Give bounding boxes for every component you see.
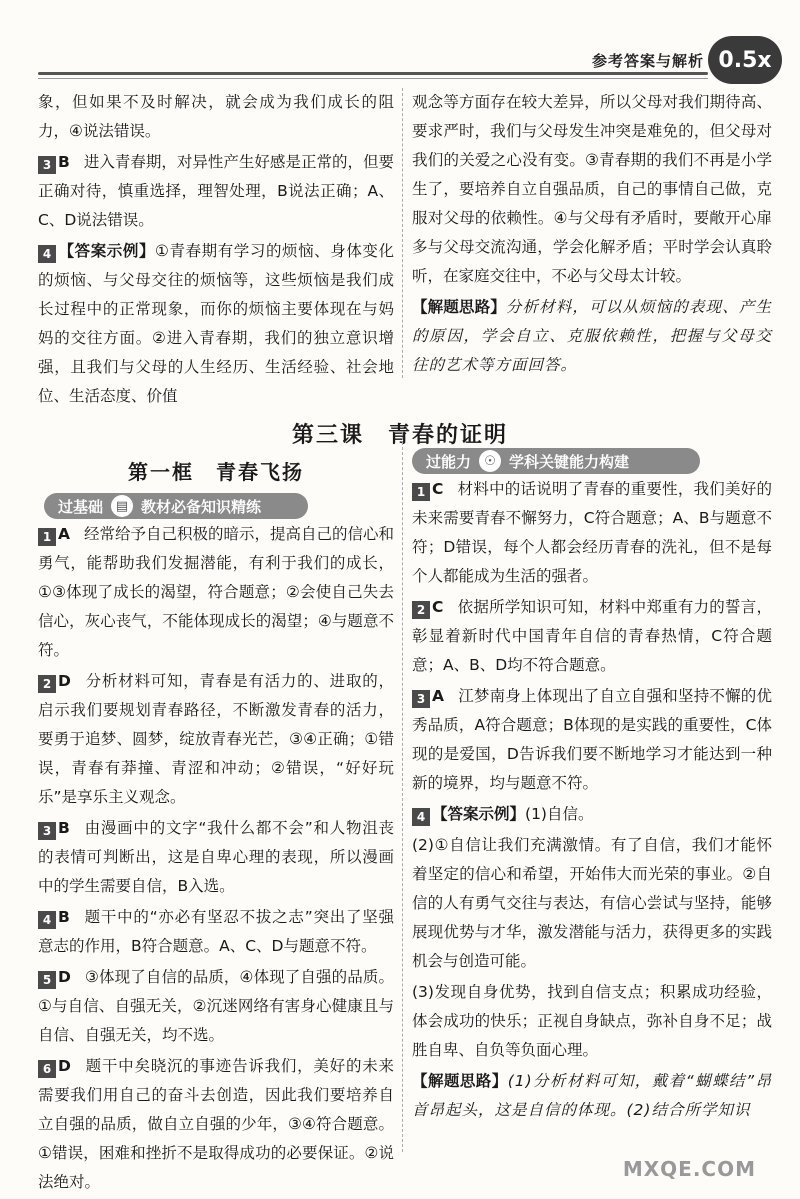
answer-text: 分析材料，可以从烦恼的表现、产生的原因，学会自立、克服依赖性，把握与父母交往的艺术等方面回答。 [412, 298, 772, 374]
question-number: 1 [38, 528, 56, 546]
answer-letter: C [432, 480, 444, 498]
answer-paragraph [412, 682, 772, 798]
answer-paragraph [412, 800, 772, 829]
main-left-column [38, 520, 394, 1199]
answer-text: 题干中的“亦必有坚忍不拔之志”突出了坚强意志的作用，B符合题意。A、C、D与题意不符。 [38, 908, 394, 955]
answer-text: 进入青春期，对异性产生好感是正常的，但要正确对待，慎重选择，理智处理，B说法正确；A、C、D说法错误。 [38, 153, 394, 229]
answer-letter: D [58, 672, 71, 690]
answer-text: (1)自信。 [525, 805, 594, 823]
answer-paragraph [38, 903, 394, 961]
answer-paragraph: (3)发现自身优势，找到自信支点；积累成功经验，体会成功的快乐；正视自身缺点，弥补自身不足；战胜自卑、自负等负面心理。 [412, 983, 772, 1059]
answer-tag: 【解题思路】 [412, 1072, 508, 1090]
speed-badge: 0.5x [708, 36, 782, 84]
answer-text: 经常给予自己积极的暗示，提高自己的信心和勇气，能帮助我们发掘潜能，有利于我们的成长，①③体现了成长的渴望，符合题意；②会使自己失去信心，灰心丧气，不能体现成长的渴望；④与题意不符。 [38, 525, 395, 659]
answer-paragraph [412, 593, 772, 680]
answer-paragraph [38, 520, 394, 665]
section-subtitle: 第一框 青春飞扬 [128, 460, 304, 484]
answer-paragraph [38, 148, 394, 235]
question-number: 3 [38, 822, 56, 840]
top-left-column [38, 88, 394, 413]
answer-paragraph: (2)①自信让我们充满激情。有了自信，我们才能怀着坚定的信心和希望，开始伟大而光荣的事业。②自信的人有勇气交往与表达，有信心尝试与坚持，能够展现优势与才华，激发潜能与活力，获得更多的实践机会与创造可能。 [412, 836, 772, 970]
answer-text: 材料中的话说明了青春的重要性，我们美好的未来需要青春不懈努力，C符合题意；A、B与题意不符；D错误，每个人都会经历青春的洗礼，但不是每个人都能成为生活的强者。 [412, 480, 772, 585]
answer-paragraph [412, 1067, 772, 1125]
question-number: 5 [38, 971, 56, 989]
answer-paragraph [38, 237, 394, 411]
header-rule [38, 72, 708, 75]
answer-text: 江梦南身上体现出了自立自强和坚持不懈的优秀品质，A符合题意；B体现的是实践的重要性，C体现的是爱国，D告诉我们要不断地学习才能达到一种新的境界，均与题意不符。 [412, 687, 772, 792]
question-number: 2 [38, 675, 56, 693]
column-divider-top [402, 88, 403, 378]
answer-text: ③体现了自信的品质，④体现了自强的品质。①与自信、自强无关，②沉迷网络有害身心健康且与自信、自强无关，均不选。 [38, 968, 394, 1044]
question-number: 1 [412, 483, 430, 501]
answer-paragraph: 观念等方面存在较大差异，所以父母对我们期待高、要求严时，我们与父母发生冲突是难免的，但父母对我们的关爱之心没有变。③青春期的我们不再是小学生了，要培养自立自强品质，自己的事情自己做，克服对父母的依赖性。④与父母有矛盾时，要敞开心扉多与父母交流沟通，学会化解矛盾；平时学会认真聆听，在家庭交往中，不必与父母太计较。 [412, 93, 772, 285]
answer-text: 分析材料可知，青春是有活力的、进取的，启示我们要规划青春路径，不断激发青春的活力，要勇于追梦、圆梦，绽放青春光芒，③④正确；①错误，青春有莽撞、青涩和冲动；②错误，“好好玩乐”是享乐主义观念。 [38, 672, 394, 806]
bar-label-b: 学科关键能力构建 [509, 452, 630, 471]
answer-letter: D [58, 968, 71, 986]
column-divider-main [402, 432, 403, 1152]
top-right-column [412, 88, 772, 382]
notebook-icon: ▤ [111, 495, 133, 517]
answer-letter: B [58, 819, 70, 837]
bar-label-b: 教材必备知识精练 [141, 497, 262, 516]
answer-text: (1)分析材料可知，戴着“蝴蝶结”昂首昂起头，这是自信的体现。(2)结合所学知识 [412, 1072, 772, 1119]
header-title: 参考答案与解析 [591, 52, 704, 70]
answer-letter: B [58, 153, 70, 171]
answer-tag: 【解题思路】 [412, 298, 506, 316]
answer-paragraph [412, 293, 772, 380]
answer-letter: B [58, 908, 70, 926]
answer-letter: A [432, 687, 444, 705]
question-number: 4 [38, 245, 56, 263]
answer-text: 题干中矣晓沉的事迹告诉我们，美好的未来需要我们用自己的奋斗去创造，因此我们要培养自立自强的品质，做自立自强的少年，③④符合题意。①错误，困难和挫折不是取得成功的必要保证。②说法绝对。 [38, 1057, 394, 1191]
header-rule-thin [38, 78, 708, 79]
answer-text: 由漫画中的文字“我什么都不会”和人物沮丧的表情可判断出，这是自卑心理的表现，所以漫画中的学生需要自信，B入选。 [38, 819, 394, 895]
answer-paragraph [38, 667, 394, 812]
answer-tag: 【答案示例】 [432, 805, 526, 823]
answer-letter: D [58, 1057, 71, 1075]
answer-paragraph: 象，但如果不及时解决，就会成为我们成长的阻力，④说法错误。 [38, 93, 394, 140]
bar-label-a: 过能力 [426, 452, 472, 471]
question-number: 6 [38, 1060, 56, 1078]
ability-section-bar [412, 448, 700, 474]
answer-letter: C [432, 598, 444, 616]
answer-paragraph [38, 814, 394, 901]
question-number: 4 [38, 911, 56, 929]
watermark: MXQE.COM [622, 1157, 756, 1181]
question-number: 3 [38, 156, 56, 174]
main-right-column [412, 475, 772, 1127]
answer-letter: A [58, 525, 70, 543]
answer-tag: 【答案示例】 [58, 242, 156, 260]
page-header [0, 0, 800, 82]
medal-icon: ☉ [479, 450, 501, 472]
question-number: 3 [412, 690, 430, 708]
bar-label-a: 过基础 [58, 497, 104, 516]
answer-text: ①青春期有学习的烦恼、身体变化的烦恼、与父母交往的烦恼等，这些烦恼是我们成长过程中的正常现象，而你的烦恼主要体现在与妈妈的交往方面。②进入青春期，我们的独立意识增强，且我们与父母的人生经历、生活经验、社会地位、生活态度、价值 [38, 242, 394, 405]
answer-paragraph [38, 1052, 394, 1197]
basic-section-bar [44, 493, 308, 519]
answer-paragraph [38, 963, 394, 1050]
answer-paragraph [412, 475, 772, 591]
question-number: 2 [412, 601, 430, 619]
question-number: 4 [412, 808, 430, 826]
lesson-title: 第三课 青春的证明 [291, 423, 508, 448]
answer-text: 依据所学知识可知，材料中郑重有力的誓言，彰显着新时代中国青年自信的青春热情，C符合题意；A、B、D均不符合题意。 [412, 598, 772, 674]
